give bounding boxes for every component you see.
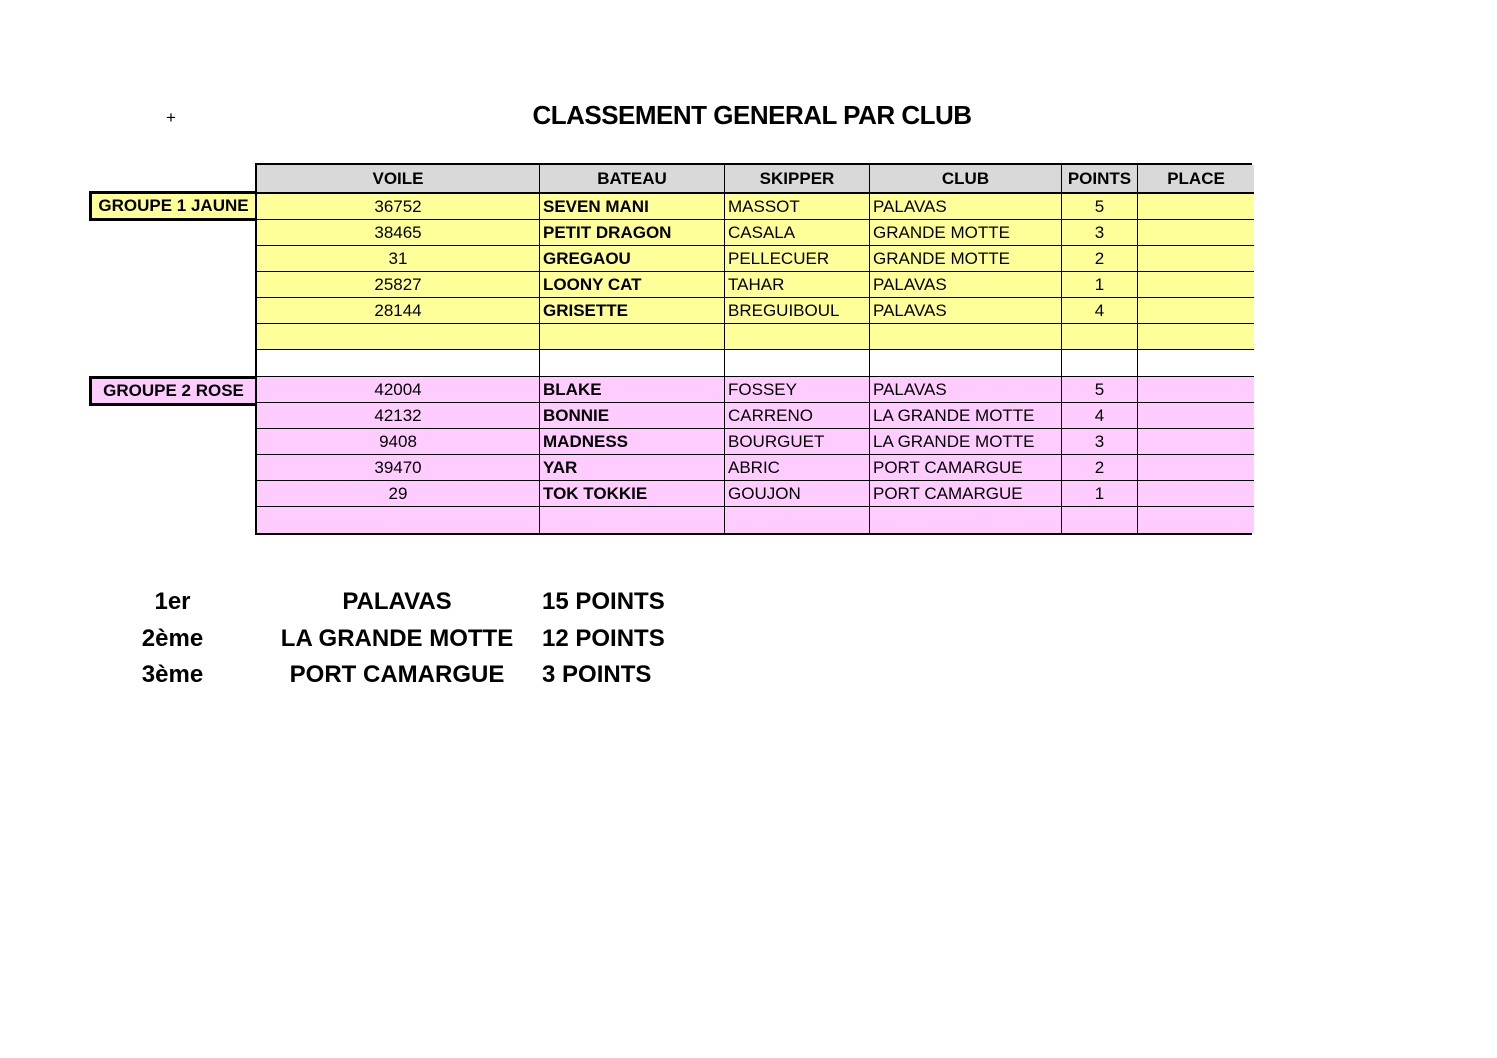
group-label-1: GROUPE 1 JAUNE	[89, 191, 255, 221]
spacer-cell	[540, 350, 725, 377]
column-header-skipper: SKIPPER	[725, 165, 870, 194]
cell-club: PORT CAMARGUE	[870, 481, 1062, 507]
cell-skipper: ABRIC	[725, 455, 870, 481]
cell-voile	[257, 507, 540, 533]
ranking-points: 12 POINTS	[542, 624, 665, 652]
cell-bateau: LOONY CAT	[540, 272, 725, 298]
cell-bateau: YAR	[540, 455, 725, 481]
cell-skipper: FOSSEY	[725, 377, 870, 403]
cell-points: 2	[1062, 246, 1138, 272]
cell-skipper: BOURGUET	[725, 429, 870, 455]
cell-skipper: CASALA	[725, 220, 870, 246]
cell-bateau: TOK TOKKIE	[540, 481, 725, 507]
cell-points: 2	[1062, 455, 1138, 481]
cell-voile: 25827	[257, 272, 540, 298]
cell-skipper: BREGUIBOUL	[725, 298, 870, 324]
cell-place	[1138, 246, 1254, 272]
spacer-cell	[1138, 350, 1254, 377]
cell-points	[1062, 507, 1138, 533]
cell-voile: 29	[257, 481, 540, 507]
cell-skipper	[725, 324, 870, 350]
column-header-club: CLUB	[870, 165, 1062, 194]
cell-bateau: GRISETTE	[540, 298, 725, 324]
page-title: CLASSEMENT GENERAL PAR CLUB	[532, 100, 972, 130]
spacer-cell	[725, 350, 870, 377]
spacer-cell	[257, 350, 540, 377]
cell-bateau	[540, 507, 725, 533]
column-header-points: POINTS	[1062, 165, 1138, 194]
cell-club: PALAVAS	[870, 377, 1062, 403]
spacer-cell	[1062, 350, 1138, 377]
cell-points: 3	[1062, 220, 1138, 246]
cell-club: LA GRANDE MOTTE	[870, 429, 1062, 455]
cell-club: GRANDE MOTTE	[870, 220, 1062, 246]
cell-skipper: PELLECUER	[725, 246, 870, 272]
results-table	[255, 163, 1252, 535]
cell-voile: 42132	[257, 403, 540, 429]
cell-club: PALAVAS	[870, 298, 1062, 324]
cell-place	[1138, 429, 1254, 455]
ranking-club: PORT CAMARGUE	[289, 661, 505, 688]
cell-voile: 42004	[257, 377, 540, 403]
column-header-bateau: BATEAU	[540, 165, 725, 194]
cell-club	[870, 507, 1062, 533]
cell-voile	[257, 324, 540, 350]
cell-skipper: GOUJON	[725, 481, 870, 507]
cell-place	[1138, 194, 1254, 220]
ranking-points: 3 POINTS	[542, 661, 652, 688]
cell-voile: 38465	[257, 220, 540, 246]
cell-voile: 9408	[257, 429, 540, 455]
cell-points: 5	[1062, 377, 1138, 403]
cell-club: LA GRANDE MOTTE	[870, 403, 1062, 429]
cell-place	[1138, 377, 1254, 403]
cell-voile: 39470	[257, 455, 540, 481]
ranking-place: 1er	[154, 588, 191, 615]
cell-club: PORT CAMARGUE	[870, 455, 1062, 481]
cell-skipper: CARRENO	[725, 403, 870, 429]
cell-voile: 31	[257, 246, 540, 272]
cell-points: 1	[1062, 481, 1138, 507]
cell-bateau: SEVEN MANI	[540, 194, 725, 220]
cell-place	[1138, 507, 1254, 533]
ranking-place: 3ème	[141, 661, 204, 688]
ranking-club: LA GRANDE MOTTE	[280, 624, 514, 652]
cell-points	[1062, 324, 1138, 350]
cell-place	[1138, 298, 1254, 324]
cell-place	[1138, 403, 1254, 429]
cell-place	[1138, 481, 1254, 507]
cell-skipper: TAHAR	[725, 272, 870, 298]
cell-bateau: GREGAOU	[540, 246, 725, 272]
column-header-place: PLACE	[1138, 165, 1254, 194]
group-label-2: GROUPE 2 ROSE	[89, 376, 255, 406]
cell-points: 4	[1062, 298, 1138, 324]
corner-mark: +	[166, 108, 176, 127]
cell-bateau: MADNESS	[540, 429, 725, 455]
cell-club: PALAVAS	[870, 272, 1062, 298]
ranking-points: 15 POINTS	[542, 588, 665, 615]
cell-place	[1138, 220, 1254, 246]
cell-place	[1138, 324, 1254, 350]
cell-bateau: PETIT DRAGON	[540, 220, 725, 246]
spacer-cell	[870, 350, 1062, 377]
cell-points: 1	[1062, 272, 1138, 298]
cell-bateau	[540, 324, 725, 350]
cell-club	[870, 324, 1062, 350]
ranking-place: 2ème	[141, 624, 204, 652]
cell-place	[1138, 455, 1254, 481]
cell-skipper	[725, 507, 870, 533]
cell-place	[1138, 272, 1254, 298]
ranking-club: PALAVAS	[342, 588, 452, 615]
cell-bateau: BONNIE	[540, 403, 725, 429]
cell-club: GRANDE MOTTE	[870, 246, 1062, 272]
cell-skipper: MASSOT	[725, 194, 870, 220]
cell-bateau: BLAKE	[540, 377, 725, 403]
cell-points: 5	[1062, 194, 1138, 220]
column-header-voile: VOILE	[257, 165, 540, 194]
cell-voile: 28144	[257, 298, 540, 324]
cell-points: 4	[1062, 403, 1138, 429]
cell-club: PALAVAS	[870, 194, 1062, 220]
cell-points: 3	[1062, 429, 1138, 455]
cell-voile: 36752	[257, 194, 540, 220]
